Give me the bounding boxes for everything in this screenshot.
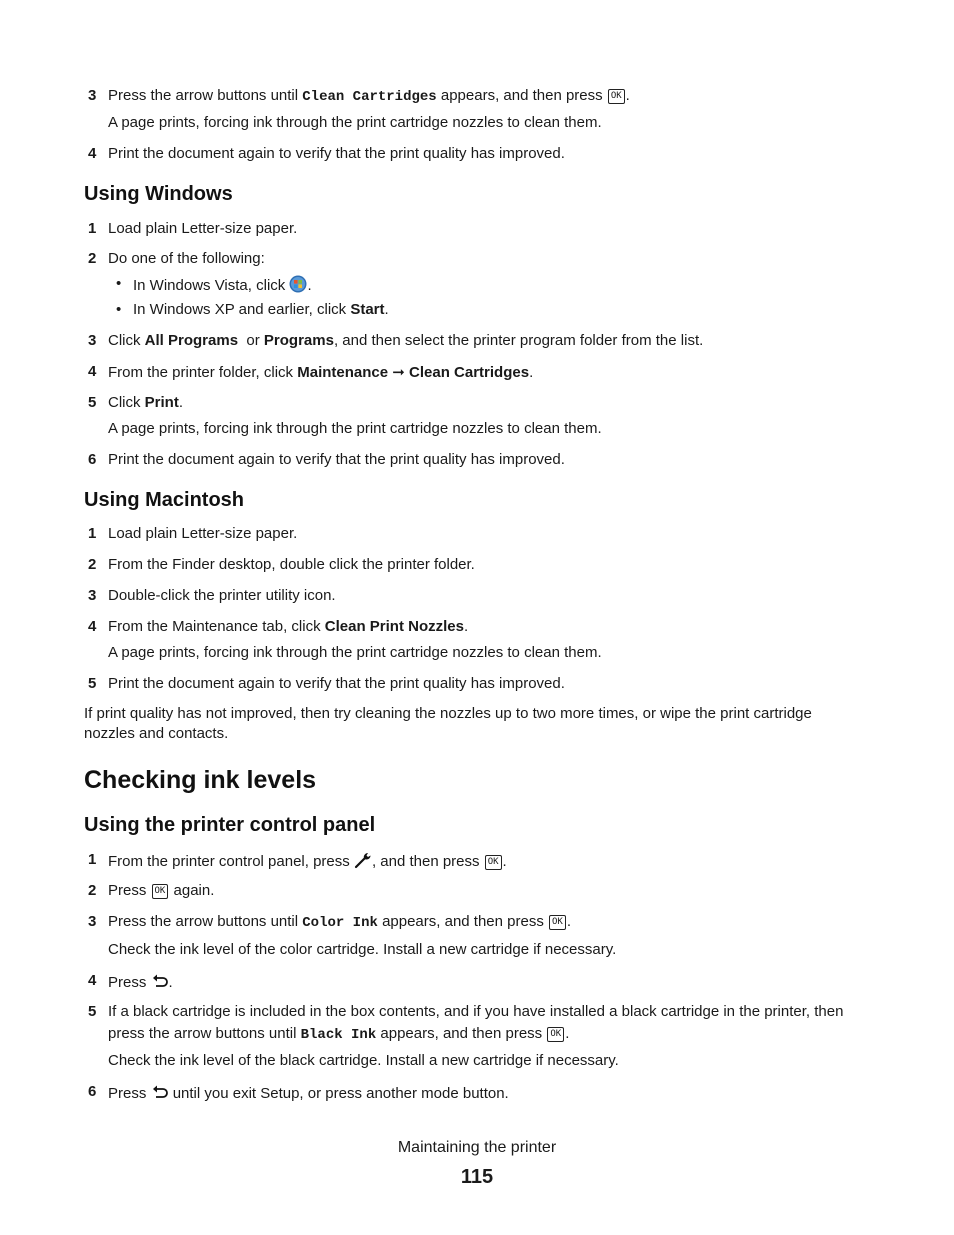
step-text: Load plain Letter-size paper.: [108, 220, 298, 237]
punct: .: [625, 87, 630, 104]
bold-term: Start: [350, 301, 385, 318]
step-text-part: From the printer control panel, press: [108, 853, 350, 870]
menu-code: Color Ink: [302, 915, 378, 931]
step-number: 4: [88, 618, 97, 635]
step-text: Double-click the printer utility icon.: [108, 587, 336, 604]
section-heading: Using the printer control panel: [84, 814, 376, 836]
bold-term: Clean Cartridges: [409, 364, 530, 381]
ok-button-icon: OK: [608, 89, 625, 104]
section-heading: Using Windows: [84, 183, 233, 205]
punct: .: [307, 277, 312, 294]
step-text-part: appears, and then press: [382, 913, 544, 930]
step-number: 3: [88, 587, 97, 604]
step-text-part: , and then select the printer program folder from the list.: [333, 332, 704, 349]
back-arrow-icon: [151, 972, 169, 994]
bullet-text: [133, 301, 389, 318]
step-note: Check the ink level of the black cartridge. Install a new cartridge if necessary.: [108, 1052, 619, 1069]
step-text: Do one of the following:: [108, 250, 265, 267]
punct: .: [566, 913, 572, 930]
arrow-icon: ➞: [392, 364, 405, 381]
step-text: [108, 851, 507, 873]
bullet-text: [133, 275, 312, 297]
punct: .: [168, 974, 173, 991]
punct: .: [463, 618, 469, 635]
step-text: [108, 618, 468, 635]
step-text-part: Press the arrow buttons until: [108, 87, 299, 104]
bullet-text-part: In Windows XP and earlier, click: [133, 301, 347, 318]
menu-code: Black Ink: [300, 1027, 377, 1043]
punct: .: [178, 394, 184, 411]
bold-term: Maintenance: [297, 364, 389, 381]
step-text: Print the document again to verify that the print quality has improved.: [108, 451, 565, 468]
step-text-part: From the Maintenance tab, click: [108, 618, 321, 635]
step-text-part: , and then press: [371, 853, 480, 870]
windows-vista-start-icon: [289, 275, 307, 297]
page-number: 115: [460, 1166, 494, 1188]
bold-term: Print: [144, 394, 179, 411]
paragraph-line: nozzles and contacts.: [84, 725, 229, 742]
step-text-part: Press: [108, 882, 147, 899]
step-note: A page prints, forcing ink through the print cartridge nozzles to clean them.: [108, 114, 602, 131]
step-text: [108, 363, 533, 381]
step-number: 3: [88, 913, 97, 930]
step-text: [108, 972, 173, 994]
footer-chapter: Maintaining the printer: [397, 1139, 557, 1156]
bullet: •: [116, 301, 122, 318]
step-text: Print the document again to verify that the print quality has improved.: [108, 145, 565, 162]
step-text: [108, 1083, 509, 1105]
step-number: 4: [88, 145, 97, 162]
step-text-part: press the arrow buttons until: [108, 1025, 297, 1042]
step-text: Load plain Letter-size paper.: [108, 525, 298, 542]
step-number: 2: [88, 882, 97, 899]
step-text-part: From the printer folder, click: [108, 364, 294, 381]
step-number: 2: [88, 250, 97, 267]
step-text-part: Click: [108, 394, 141, 411]
step-text: [108, 394, 183, 411]
step-text: If a black cartridge is included in the box contents, and if you have installed a black cartridge in the printer, then: [108, 1003, 844, 1020]
ok-button-icon: OK: [485, 855, 502, 870]
step-text: [108, 332, 703, 349]
step-text-part: Click: [108, 332, 141, 349]
step-number: 2: [88, 556, 97, 573]
step-text-part: Press: [108, 1085, 147, 1102]
step-number: 5: [88, 1003, 97, 1020]
step-number: 6: [88, 451, 97, 468]
step-text: [108, 87, 630, 105]
bullet: •: [116, 275, 122, 292]
step-number: 5: [88, 394, 97, 411]
wrench-setup-icon: [354, 851, 372, 873]
step-note: Check the ink level of the color cartridge. Install a new cartridge if necessary.: [108, 941, 617, 958]
menu-code: Clean Cartridges: [302, 89, 437, 105]
step-text: From the Finder desktop, double click the printer folder.: [108, 556, 475, 573]
ok-button-icon: OK: [547, 1027, 564, 1042]
step-text-part: appears, and then press: [380, 1025, 543, 1042]
paragraph-line: If print quality has not improved, then try cleaning the nozzles up to two more times, or wipe the print cartridge: [84, 705, 812, 722]
step-text-part: appears, and then press: [440, 87, 603, 104]
punct: .: [565, 1025, 570, 1042]
step-number: 4: [88, 363, 97, 380]
step-text-part: Press: [108, 974, 147, 991]
chapter-heading: Checking ink levels: [84, 766, 317, 794]
bold-term: All Programs: [144, 332, 239, 349]
step-text-part: or: [246, 332, 260, 349]
step-number: 4: [88, 972, 97, 989]
ok-button-icon: OK: [549, 915, 566, 930]
punct: .: [384, 301, 389, 318]
step-text: Print the document again to verify that the print quality has improved.: [108, 675, 565, 692]
step-number: 1: [88, 220, 97, 237]
punct: .: [529, 364, 534, 381]
section-heading: Using Macintosh: [84, 489, 245, 511]
step-number: 3: [88, 87, 97, 104]
bold-term: Programs: [263, 332, 334, 349]
step-note: A page prints, forcing ink through the print cartridge nozzles to clean them.: [108, 644, 602, 661]
step-text-part: until you exit Setup, or press another mode button.: [172, 1085, 509, 1102]
step-number: 3: [88, 332, 97, 349]
step-text-part: again.: [173, 882, 215, 899]
step-text: [108, 913, 571, 931]
bold-term: Clean Print Nozzles: [324, 618, 464, 635]
back-arrow-icon: [151, 1083, 169, 1105]
ok-button-icon: OK: [152, 884, 169, 899]
step-number: 6: [88, 1083, 97, 1100]
bullet-text-part: In Windows Vista, click: [133, 277, 286, 294]
punct: .: [502, 853, 507, 870]
step-text: [108, 1025, 569, 1043]
step-text: [108, 882, 214, 899]
step-number: 1: [88, 525, 97, 542]
step-text-part: Press the arrow buttons until: [108, 913, 299, 930]
step-number: 1: [88, 851, 97, 868]
step-number: 5: [88, 675, 97, 692]
step-note: A page prints, forcing ink through the print cartridge nozzles to clean them.: [108, 420, 602, 437]
